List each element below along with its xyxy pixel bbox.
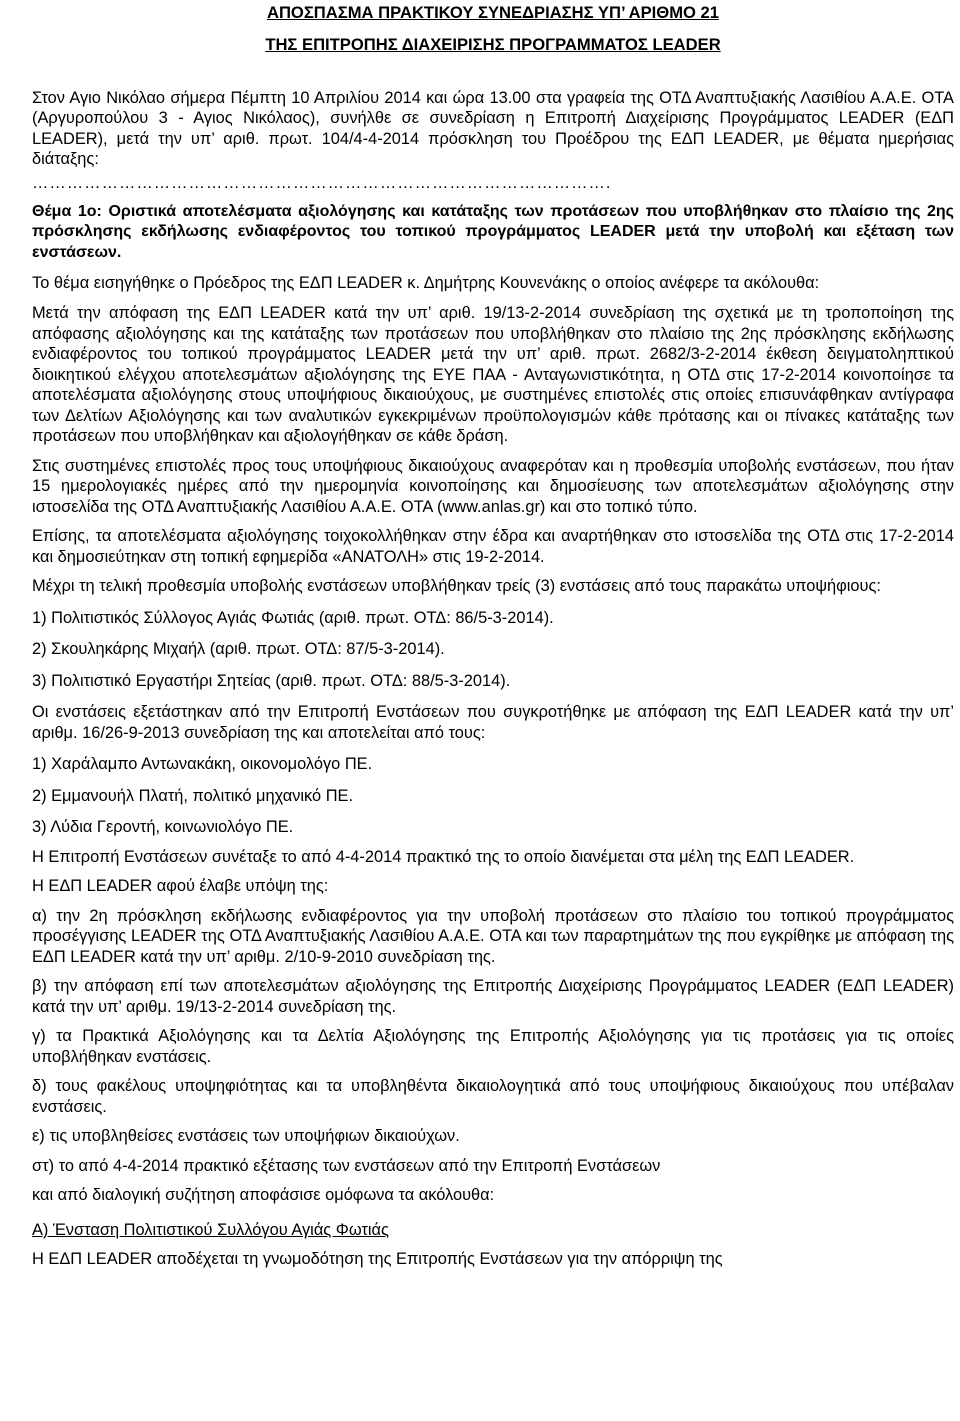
consideration-item: στ) το από 4-4-2014 πρακτικό εξέτασης των ενστάσεων από την Επιτροπή Ενστάσεων [32, 1156, 661, 1175]
paragraph-minutes: Η Επιτροπή Ενστάσεων συνέταξε το από 4-4-2014 πρακτικό της το οποίο διανέμεται στα μέλη της ΕΔΠ LEADER. [32, 847, 855, 866]
consideration-item: β) την απόφαση επί των αποτελεσμάτων αξιολόγησης της Επιτροπής Διαχείρισης Προγράμματος LEADER (ΕΔΠ LEADER) κατά την υπ’ αριθμ. 19/13-2-2014 συνεδρίαση της. [32, 977, 954, 1016]
objection-item: 2) Σκουληκάρης Μιχαήλ (αριθ. πρωτ. ΟΤΔ: 87/5-3-2014). [32, 640, 445, 659]
consideration-item: δ) τους φακέλους υποψηφιότητας και τα υποβληθέντα δικαιολογητικά από τους υποψήφιους δικαιούχους που υπέβαλαν ενστάσεις. [32, 1077, 954, 1116]
paragraph-objections-intro: Μέχρι τη τελική προθεσμία υποβολής ενστάσεων υποβλήθηκαν τρείς (3) ενστάσεις από τους παρακάτω υποψήφιους: [32, 577, 881, 596]
paragraph-publication: Επίσης, τα αποτελέσματα αξιολόγησης τοιχοκολλήθηκαν στην έδρα και αναρτήθηκαν στο ιστοσελίδα της ΟΤΔ στις 17-2-2014 και δημοσιεύτηκαν στη τοπική εφημερίδα «ΑΝΑΤΟΛΗ» στις 19-2-2014. [32, 527, 954, 566]
document-title-line-1: ΑΠΟΣΠΑΣΜΑ ΠΡΑΚΤΙΚΟΥ ΣΥΝΕΔΡΙΑΣΗΣ ΥΠ’ ΑΡΙΘΜΟ 21 [266, 3, 720, 22]
document-title-line-2: ΤΗΣ ΕΠΙΤΡΟΠΗΣ ΔΙΑΧΕΙΡΙΣΗΣ ΠΡΟΓΡΑΜΜΑΤΟΣ LEADER [265, 35, 721, 54]
consideration-item: ε) τις υποβληθείσες ενστάσεις των υποψήφιων δικαιούχων. [32, 1127, 460, 1146]
paragraph-decision-history: Μετά την απόφαση της ΕΔΠ LEADER κατά την υπ’ αριθ. 19/13-2-2014 συνεδρίαση της σχετικά με τη τροποποίηση της απόφασης αξιολόγησης και της κατάταξης των προτάσεων που υποβλήθηκαν στο πλαίσιο της 2ης πρόσκλησης εκδήλωσης ενδιαφέροντος του τοπικού προγράμματος LEADER μετά την υπ’ αριθ. πρωτ. 2682/3-2-2014 έκθεση δειγματοληπτικού διοικητικού ελέγχου αποτελεσμάτων αξιολόγησης της ΕΥΕ ΠΑΑ - Ανταγωνιστικότητα, η ΟΤΔ στις 17-2-2014 κοινοποίησε τα αποτελέσματα αξιολόγησης στους υποψήφιους δικαιούχους, με συστημένες επιστολές στις οποίες επισυνάφθηκαν αντίγραφα των Δελτίων Αξιολόγησης και των αναλυτικών εγκεκριμένων προϋπολογισμών κάθε πρότασης και οι πίνακες κατάταξης των προτάσεων που υποβλήθηκαν και αξιολογήθηκαν σε κάθε δράση. [32, 304, 954, 446]
intro-paragraph: Στον Αγιο Νικόλαο σήμερα Πέμπτη 10 Απριλίου 2014 και ώρα 13.00 στα γραφεία της ΟΤΔ Αναπτυξιακής Λασιθίου Α.Α.Ε. ΟΤΑ (Αργυροπούλου 3 - Αγιος Νικόλαος), συνήλθε σε συνεδρίαση η Επιτροπή Διαχείρισης Προγράμματος LEADER (ΕΔΠ LEADER), μετά την υπ’ αριθ. πρωτ. 104/4-4-2014 πρόσκληση του Προέδρου της ΕΔΠ LEADER, με θέματα ημερήσιας διάταξης: [32, 89, 954, 168]
paragraph-section-a: Η ΕΔΠ LEADER αποδέχεται τη γνωμοδότηση της Επιτροπής Ενστάσεων για την απόρριψη της [32, 1250, 723, 1269]
document-page [32, 0, 954, 1270]
paragraph-decision: και από διαλογική συζήτηση αποφάσισε ομόφωνα τα ακόλουθα: [32, 1186, 495, 1205]
paragraph-letters: Στις συστημένες επιστολές προς τους υποψήφιους δικαιούχους αναφερόταν και η προθεσμία υποβολής ενστάσεων, που ήταν 15 ημερολογιακές ημέρες από την ημερομηνία κοινοποίησης και δημοσίευσης των αποτελεσμάτων αξιολόγησης στην ιστοσελίδα της ΟΤΔ Αναπτυξιακής Λασιθίου Α.Α.Ε. ΟΤΑ (www.anlas.gr) και στο τοπικό τύπο. [32, 456, 954, 516]
objection-item: 1) Πολιτιστικός Σύλλογος Αγιάς Φωτιάς (αριθ. πρωτ. ΟΤΔ: 86/5-3-2014). [32, 608, 554, 627]
agenda-dots: ………………………………………………………………………………………. [32, 174, 612, 193]
consideration-item: α) την 2η πρόσκληση εκδήλωσης ενδιαφέροντος για την υποβολή προτάσεων στο πλαίσιο του τοπικού προγράμματος προσέγγισης LEADER της ΟΤΔ Αναπτυξιακής Λασιθίου Α.Α.Ε. ΟΤΑ και των παραρτημάτων της που εγκρίθηκε με απόφαση της ΕΔΠ LEADER κατά την υπ’ αριθμ. 2/10-9-2010 συνεδρίαση της. [32, 906, 954, 966]
rapporteur-paragraph: Το θέμα εισηγήθηκε ο Πρόεδρος της ΕΔΠ LEADER κ. Δημήτρης Κουνενάκης ο οποίος ανέφερε τα ακόλουθα: [32, 273, 820, 292]
member-item: 1) Χαράλαμπο Αντωνακάκη, οικονομολόγο ΠΕ. [32, 755, 373, 774]
paragraph-committee: Οι ενστάσεις εξετάστηκαν από την Επιτροπή Ενστάσεων που συγκροτήθηκε με απόφαση της ΕΔΠ LEADER κατά την υπ’ αριθμ. 16/26-9-2013 συνεδρίαση της και αποτελείται από τους: [32, 703, 954, 742]
section-a-heading: Α) Ένσταση Πολιτιστικού Συλλόγου Αγιάς Φωτιάς [32, 1220, 389, 1239]
paragraph-considered: Η ΕΔΠ LEADER αφού έλαβε υπόψη της: [32, 877, 329, 896]
member-item: 3) Λύδια Γεροντή, κοινωνιολόγο ΠΕ. [32, 818, 294, 837]
member-item: 2) Εμμανουήλ Πλατή, πολιτικό μηχανικό ΠΕ. [32, 786, 354, 805]
objection-item: 3) Πολιτιστικό Εργαστήρι Σητείας (αριθ. πρωτ. ΟΤΔ: 88/5-3-2014). [32, 671, 511, 690]
consideration-item: γ) τα Πρακτικά Αξιολόγησης και τα Δελτία Αξιολόγησης της Επιτροπής Αξιολόγησης για τις προτάσεις για τις οποίες υποβλήθηκαν ενστάσεις. [32, 1027, 954, 1066]
topic-heading: Θέμα 1ο: Οριστικά αποτελέσματα αξιολόγησης και κατάταξης των προτάσεων που υποβλήθηκαν στο πλαίσιο της 2ης πρόσκλησης εκδήλωσης ενδιαφέροντος του τοπικού προγράμματος LEADER μετά την υποβολή και εξέταση των ενστάσεων. [32, 202, 954, 262]
